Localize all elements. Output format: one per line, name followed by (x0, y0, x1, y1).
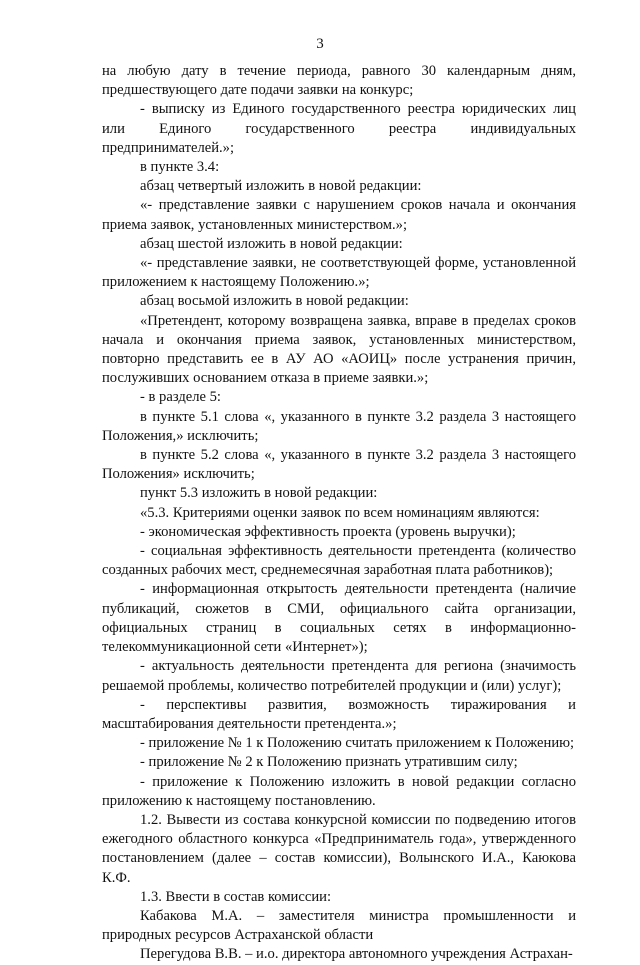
paragraph: - приложение № 1 к Положению считать приложением к Положению; (140, 735, 575, 752)
paragraph: - социальная эффективность деятельности претендента (количество созданных рабочих мест, среднемесячная заработная плата работников); (102, 543, 576, 579)
paragraph: - экономическая эффективность проекта (уровень выручки); (140, 523, 516, 540)
paragraph: «- представление заявки с нарушением сроков начала и окончания приема заявок, установленных министерством.»; (102, 197, 576, 233)
paragraph: «5.3. Критериями оценки заявок по всем номинациям являются: (140, 504, 540, 521)
page-number: 3 (316, 36, 324, 52)
paragraph: абзац шестой изложить в новой редакции: (140, 235, 403, 252)
paragraph: в пункте 5.2 слова «, указанного в пункте 3.2 раздела 3 настоящего Положения» исключить; (102, 447, 576, 483)
paragraph: «- представление заявки, не соответствующей форме, установленной приложением к настоящему Положению.»; (102, 255, 576, 291)
paragraph: - приложение № 2 к Положению признать утратившим силу; (140, 754, 518, 771)
paragraph: пункт 5.3 изложить в новой редакции: (140, 485, 378, 502)
paragraph: абзац четвертый изложить в новой редакции: (140, 178, 422, 195)
paragraph: - приложение к Положению изложить в новой редакции согласно приложению к настоящему постановлению. (102, 773, 576, 809)
paragraph: 1.3. Ввести в состав комиссии: (140, 888, 332, 905)
paragraph: - выписку из Единого государственного реестра юридических лиц или Единого государственного реестра индивидуальных предпринимателей.»; (102, 101, 576, 156)
paragraph: - перспективы развития, возможность тиражирования и масштабирования деятельности претендента.»; (102, 696, 576, 732)
document-body (102, 62, 576, 965)
paragraph: на любую дату в течение периода, равного 30 календарным дням, предшествующего дате подачи заявки на конкурс; (102, 63, 576, 99)
paragraph: Перегудова В.В. – и.о. директора автономного учреждения Астрахан- (140, 946, 573, 963)
paragraph: 1.2. Вывести из состава конкурсной комиссии по подведению итогов ежегодного областного конкурса «Предприниматель года», утвержденного постановлением (далее – состав комиссии), Волынского И.А., Каюкова К.Ф. (102, 811, 576, 886)
paragraph: - информационная открытость деятельности претендента (наличие публикаций, сюжетов в СМИ, официального сайта организации, официальных страниц в социальных сетях в информационно-телекоммуникационной сети «Интернет»); (102, 581, 576, 656)
paragraph: - актуальность деятельности претендента для региона (значимость решаемой проблемы, количество потребителей продукции и (или) услуг); (102, 658, 576, 694)
paragraph: в пункте 5.1 слова «, указанного в пункте 3.2 раздела 3 настоящего Положения,» исключить; (102, 408, 576, 444)
paragraph: - в разделе 5: (140, 389, 221, 406)
paragraph: в пункте 3.4: (140, 159, 220, 176)
paragraph: Кабакова М.А. – заместителя министра промышленности и природных ресурсов Астраханской области (102, 907, 576, 944)
paragraph: абзац восьмой изложить в новой редакции: (140, 293, 409, 310)
paragraph: «Претендент, которому возвращена заявка, вправе в пределах сроков начала и окончания приема заявок, установленных министерством, повторно представить ее в АУ АО «АОИЦ» после устранения причин, послуживших основанием отказа в приеме заявки.»; (102, 312, 576, 387)
